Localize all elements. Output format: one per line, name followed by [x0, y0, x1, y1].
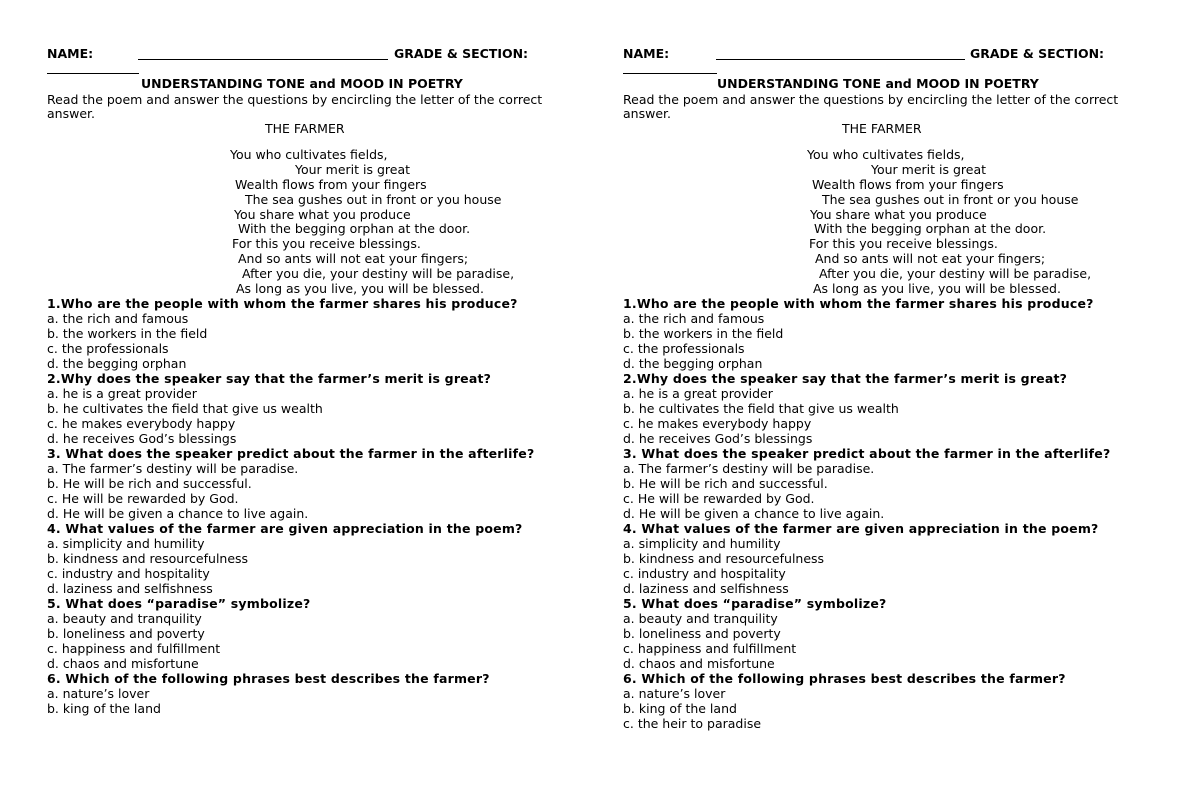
option: a. simplicity and humility — [47, 536, 205, 551]
option: a. nature’s lover — [47, 686, 150, 701]
worksheet-title: UNDERSTANDING TONE and MOOD IN POETRY — [717, 76, 1039, 91]
option: d. chaos and misfortune — [623, 656, 775, 671]
question-5: 5. What does “paradise” symbolize? — [623, 596, 887, 611]
option: d. laziness and selfishness — [47, 581, 213, 596]
grade-label: GRADE & SECTION: — [970, 46, 1105, 61]
option: d. He will be given a chance to live again. — [623, 506, 885, 521]
grade-label: GRADE & SECTION: — [394, 46, 529, 61]
option: b. he cultivates the field that give us wealth — [47, 401, 323, 416]
option: c. the heir to paradise — [623, 716, 762, 731]
question-2: 2.Why does the speaker say that the farmer’s merit is great? — [623, 371, 1068, 386]
option: a. beauty and tranquility — [47, 611, 202, 626]
poem-line: As long as you live, you will be blessed. — [813, 281, 1061, 296]
poem-title: THE FARMER — [265, 121, 345, 136]
option: c. He will be rewarded by God. — [623, 491, 815, 506]
option: d. the begging orphan — [623, 356, 763, 371]
poem-line: You who cultivates fields, — [230, 147, 388, 162]
poem-line: Wealth flows from your fingers — [812, 177, 1004, 192]
option: d. He will be given a chance to live again. — [47, 506, 309, 521]
poem-line: As long as you live, you will be blessed. — [236, 281, 484, 296]
instructions-line-1: Read the poem and answer the questions by encircling the letter of the correct — [47, 92, 543, 107]
option: a. simplicity and humility — [623, 536, 781, 551]
poem-line: You who cultivates fields, — [807, 147, 965, 162]
option: c. the professionals — [47, 341, 169, 356]
grade-blank-line — [47, 73, 139, 74]
question-4: 4. What values of the farmer are given appreciation in the poem? — [47, 521, 523, 536]
question-4: 4. What values of the farmer are given appreciation in the poem? — [623, 521, 1099, 536]
option: d. laziness and selfishness — [623, 581, 789, 596]
worksheet-right — [623, 0, 1183, 785]
poem-line: You share what you produce — [234, 207, 411, 222]
name-label: NAME: — [47, 46, 94, 61]
name-blank-line — [138, 59, 388, 60]
grade-blank-line — [623, 73, 717, 74]
option: b. loneliness and poverty — [623, 626, 781, 641]
poem-line: The sea gushes out in front or you house — [245, 192, 502, 207]
option: b. He will be rich and successful. — [623, 476, 828, 491]
option: c. he makes everybody happy — [623, 416, 812, 431]
poem-line: With the begging orphan at the door. — [814, 221, 1047, 236]
poem-line: Your merit is great — [871, 162, 987, 177]
poem-line: Wealth flows from your fingers — [235, 177, 427, 192]
option: b. king of the land — [623, 701, 737, 716]
poem-line: The sea gushes out in front or you house — [822, 192, 1079, 207]
poem-title: THE FARMER — [842, 121, 922, 136]
option: c. He will be rewarded by God. — [47, 491, 239, 506]
option: b. kindness and resourcefulness — [623, 551, 825, 566]
instructions-line-2: answer. — [623, 106, 671, 121]
option: b. king of the land — [47, 701, 161, 716]
option: b. He will be rich and successful. — [47, 476, 252, 491]
worksheet-left — [47, 0, 607, 785]
option: a. he is a great provider — [47, 386, 197, 401]
poem-line: After you die, your destiny will be paradise, — [242, 266, 515, 281]
option: c. industry and hospitality — [47, 566, 210, 581]
question-5: 5. What does “paradise” symbolize? — [47, 596, 311, 611]
option: a. The farmer’s destiny will be paradise. — [47, 461, 299, 476]
poem-line: After you die, your destiny will be paradise, — [819, 266, 1092, 281]
poem-line: You share what you produce — [810, 207, 987, 222]
option: b. he cultivates the field that give us wealth — [623, 401, 899, 416]
question-6: 6. Which of the following phrases best describes the farmer? — [47, 671, 490, 686]
poem-line: With the begging orphan at the door. — [238, 221, 471, 236]
option: c. the professionals — [623, 341, 745, 356]
option: c. happiness and fulfillment — [623, 641, 797, 656]
option: b. the workers in the field — [623, 326, 784, 341]
name-blank-line — [716, 59, 965, 60]
option: c. happiness and fulfillment — [47, 641, 221, 656]
option: d. chaos and misfortune — [47, 656, 199, 671]
option: a. beauty and tranquility — [623, 611, 778, 626]
worksheet-title: UNDERSTANDING TONE and MOOD IN POETRY — [141, 76, 463, 91]
poem-line: For this you receive blessings. — [232, 236, 421, 251]
option: a. The farmer’s destiny will be paradise. — [623, 461, 875, 476]
option: a. the rich and famous — [47, 311, 189, 326]
option: b. loneliness and poverty — [47, 626, 205, 641]
question-3: 3. What does the speaker predict about the farmer in the afterlife? — [47, 446, 535, 461]
option: a. nature’s lover — [623, 686, 726, 701]
question-1: 1.Who are the people with whom the farmer shares his produce? — [47, 296, 518, 311]
name-label: NAME: — [623, 46, 670, 61]
option: d. he receives God’s blessings — [623, 431, 813, 446]
option: a. the rich and famous — [623, 311, 765, 326]
option: a. he is a great provider — [623, 386, 773, 401]
option: c. industry and hospitality — [623, 566, 786, 581]
poem-line: For this you receive blessings. — [809, 236, 998, 251]
question-3: 3. What does the speaker predict about the farmer in the afterlife? — [623, 446, 1111, 461]
question-1: 1.Who are the people with whom the farmer shares his produce? — [623, 296, 1094, 311]
poem-line: Your merit is great — [295, 162, 411, 177]
option: d. he receives God’s blessings — [47, 431, 237, 446]
instructions-line-2: answer. — [47, 106, 95, 121]
option: d. the begging orphan — [47, 356, 187, 371]
instructions-line-1: Read the poem and answer the questions by encircling the letter of the correct — [623, 92, 1119, 107]
poem-line: And so ants will not eat your fingers; — [238, 251, 469, 266]
option: b. the workers in the field — [47, 326, 208, 341]
option: c. he makes everybody happy — [47, 416, 236, 431]
question-2: 2.Why does the speaker say that the farmer’s merit is great? — [47, 371, 492, 386]
question-6: 6. Which of the following phrases best describes the farmer? — [623, 671, 1066, 686]
poem-line: And so ants will not eat your fingers; — [815, 251, 1046, 266]
option: b. kindness and resourcefulness — [47, 551, 249, 566]
